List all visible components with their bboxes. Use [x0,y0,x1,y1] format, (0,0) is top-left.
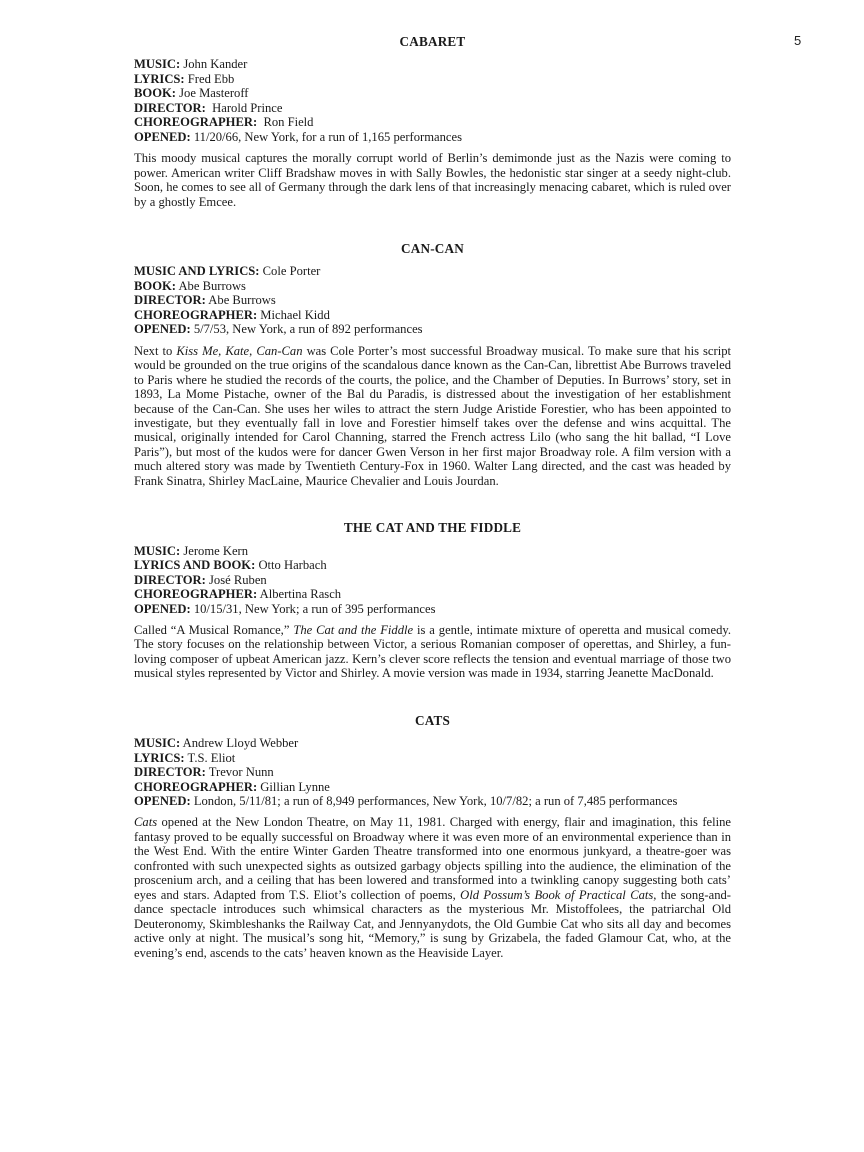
credit-line [134,115,731,129]
entry-cats [134,714,731,960]
italic-title-text: Old Possum’s Book of Practical Cats [460,887,654,902]
italic-title-text: Can-Can [256,343,303,358]
credit-value: Gillian Lynne [257,779,330,794]
credit-label: OPENED: [134,794,191,809]
credits-list [134,264,731,336]
description-text: is a gentle, intimate mixture of operetta and musical comedy. The story focuses on the relationship between Victor, a serious Romanian composer of operettas, and Shirley, a fun-loving composer of upbeat American jazz. Kern’s clever score reflects the tension and eventual marriage of those two musical styles represented by Victor and Shirley. A movie version was made in 1934, starring Jeanette MacDonald. [134,622,731,681]
credit-value: 10/15/31, New York; a run of 395 performances [190,601,436,616]
credit-line [134,293,731,307]
credit-label: BOOK: [134,278,176,293]
credit-label: MUSIC: [134,57,181,72]
credit-value: Otto Harbach [255,558,327,573]
entry-title: CAN-CAN [401,240,464,256]
description-text: , the song-and-dance spectacle introduces such whimsical characters as the mysterious Mr. Mistoffolees, the patriarchal Old Deuteronomy, Skimbleshanks the Railway Cat, and Jennyanydots, the Old Gumbie Cat who sits all day and becomes active only at night. The musical’s song hit, “Memory,” is sung by Grizabela, the faded Glamour Cat, who, at the evening’s end, ascends to the cats’ heaven known as the Heaviside Layer. [134,887,731,960]
italic-title-text: The Cat and the Fiddle [293,622,414,637]
credit-value: Ron Field [257,115,314,130]
credit-line [134,751,731,765]
credit-value: T.S. Eliot [184,750,236,765]
credit-label: OPENED: [134,322,191,337]
credit-line [134,765,731,779]
credit-value: Michael Kidd [257,307,330,322]
description-text: Next to [134,343,177,358]
credits-list [134,57,731,144]
credit-line [134,587,731,601]
description-text: was Cole Porter’s most successful Broadway musical. To make sure that his script would be grounded on the true origins of the scandalous dance known as the Can-Can, librettist Abe Burrows traveled to Paris where he studied the records of the courts, the police, and the Chamber of Deputies. In Burrows’ story, set in 1893, La Mome Pistache, owner of the Bal du Paradis, is distressed about the investigation of her establishment because of the Can-Can. She uses her wiles to attract the stern Judge Aristide Forestier, who has been appointed to investigate, but they eventually fall in love and Forestier himself takes over the defense and wins acquittal. The musical, originally intended for Carol Channing, starred the French actress Lilo (who sang the hit ballad, “I Love Paris”), but most of the kudos were for dancer Gwen Verson in her first major Broadway role. A film version with a much altered story was made by Twentieth Century-Fox in 1960. Walter Lang directed, and the cast was headed by Frank Sinatra, Shirley MacLaine, Maurice Chevalier and Louis Jourdan. [134,343,732,488]
credit-line [134,130,731,144]
credit-value: Jerome Kern [180,543,249,558]
credit-label: MUSIC: [134,736,181,751]
credit-value: Joe Masteroff [175,86,249,101]
credit-label: DIRECTOR: [134,572,206,587]
credits-list [134,736,731,808]
credit-value: John Kander [180,57,248,72]
credit-value: London, 5/11/81; a run of 8,949 performances, New York, 10/7/82; a run of 7,485 performances [190,794,678,809]
credit-value: Albertina Rasch [257,587,342,602]
credit-label: LYRICS: [134,750,185,765]
credit-label: MUSIC: [134,543,181,558]
credit-line [134,101,731,115]
credit-value: Cole Porter [259,264,321,279]
credit-line [134,57,731,71]
page-number: 5 [794,33,802,48]
credit-label: CHOREOGRAPHER: [134,115,258,130]
entry-description [134,151,731,209]
credit-label: LYRICS AND BOOK: [134,558,256,573]
description-text: , [249,343,257,358]
credit-line [134,544,731,558]
credit-value: Abe Burrows [175,278,246,293]
credit-value: Fred Ebb [184,71,235,86]
credit-line [134,308,731,322]
entry-cat-and-the-fiddle [134,521,731,681]
credit-label: DIRECTOR: [134,293,206,308]
italic-title-text: Kiss Me, Kate [176,343,250,358]
credit-label: LYRICS: [134,71,185,86]
credit-label: CHOREOGRAPHER: [134,779,258,794]
credit-line [134,72,731,86]
credit-line [134,573,731,587]
entry-title: CABARET [399,34,466,49]
entry-title: CATS [415,712,450,728]
credit-line [134,558,731,572]
credit-label: DIRECTOR: [134,100,206,115]
credit-value: 5/7/53, New York, a run of 892 performances [190,322,423,337]
credit-value: 11/20/66, New York, for a run of 1,165 performances [190,129,462,144]
credit-line [134,794,731,808]
credit-value: José Ruben [205,572,267,587]
credit-label: DIRECTOR: [134,765,206,780]
credit-label: BOOK: [134,86,176,101]
credit-line [134,780,731,794]
entry-description [134,815,731,960]
credit-value: Andrew Lloyd Webber [180,736,299,751]
credit-line [134,736,731,750]
credit-label: OPENED: [134,129,191,144]
credit-value: Harold Prince [205,100,283,115]
credit-line [134,86,731,100]
entry-can-can [134,242,731,488]
credit-line [134,322,731,336]
credit-value: Trevor Nunn [205,765,274,780]
description-text: Called “A Musical Romance,” [134,622,294,637]
description-text: opened at the New London Theatre, on May 11, 1981. Charged with energy, flair and imagination, this feline fantasy proved to be equally successful on Broadway where it was even more of an environmental experience than in the West End. With the entire Winter Garden Theatre transformed into one enormous junkyard, a theatre-goer was confronted with such unexpected sights as outsized garbagy objects spilling into the audience, the elimination of the proscenium arch, and a ceiling that has been lowered and transformed into a twinkling canopy suggesting both cats’ eyes and stars. Adapted from T.S. Eliot’s collection of poems, [134,815,731,902]
page-content [134,35,731,960]
credit-label: CHOREOGRAPHER: [134,307,258,322]
italic-title-text: Cats [134,815,158,830]
credit-label: OPENED: [134,601,191,616]
description-text: This moody musical captures the morally corrupt world of Berlin’s demimonde just as the Nazis were coming to power. American writer Cliff Bradshaw moves in with Sally Bowles, the hedonistic star singer at a seedy night-club. Soon, he comes to see all of Germany through the dark lens of that increasingly menacing cabaret, which is ruled over by a ghostly Emcee. [134,151,731,209]
entry-cabaret [134,35,731,209]
credit-label: CHOREOGRAPHER: [134,587,258,602]
credit-line [134,602,731,616]
credit-line [134,264,731,278]
credit-label: MUSIC AND LYRICS: [134,264,260,279]
entry-title: THE CAT AND THE FIDDLE [343,520,522,536]
credit-value: Abe Burrows [205,293,276,308]
credits-list [134,544,731,616]
credit-line [134,279,731,293]
entry-description [134,344,731,489]
entry-description [134,623,731,681]
